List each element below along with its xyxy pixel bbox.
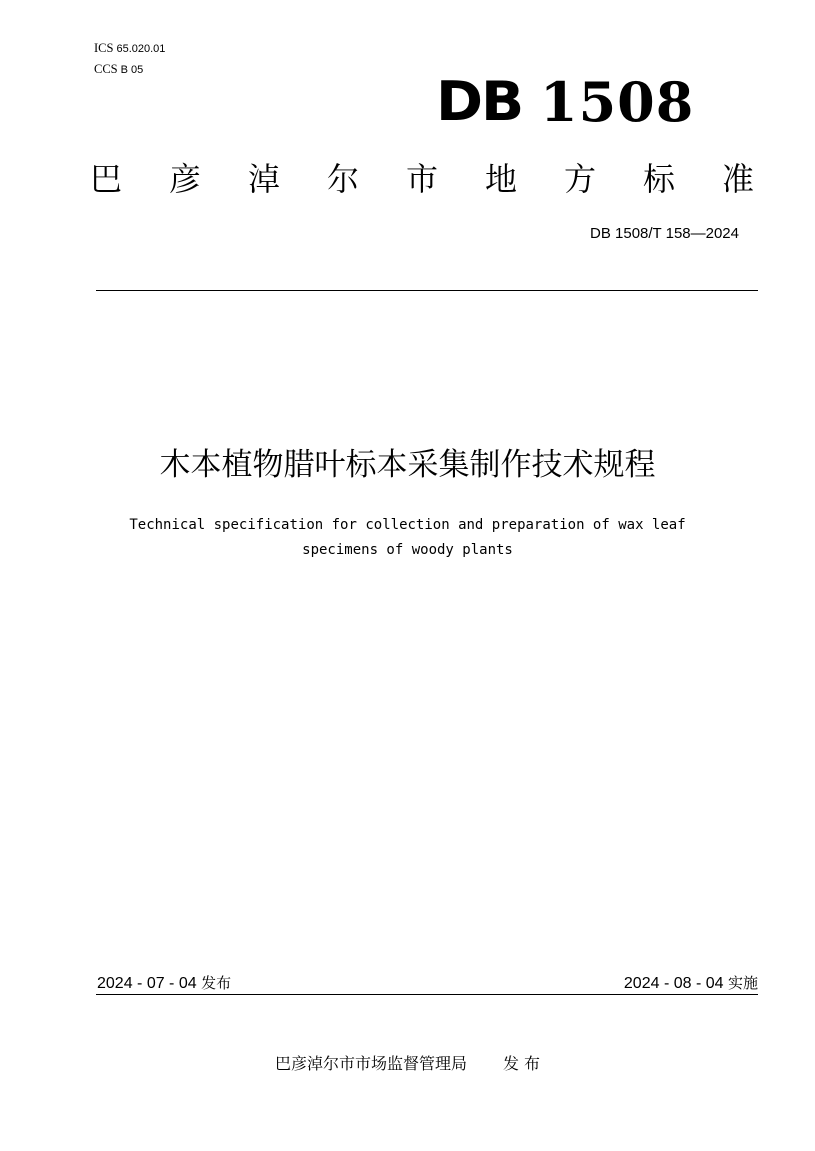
standard-type-char: 方 bbox=[563, 160, 596, 198]
standard-type-char: 彦 bbox=[168, 160, 201, 198]
publisher-action: 发 布 bbox=[502, 1054, 541, 1073]
standard-type-char: 巴 bbox=[89, 160, 122, 198]
db-logo-number: 1508 bbox=[540, 70, 695, 134]
issue-date-suffix: 发布 bbox=[201, 974, 232, 992]
header-divider bbox=[96, 290, 758, 291]
ccs-classification bbox=[94, 62, 143, 77]
publisher-line bbox=[0, 1053, 815, 1075]
issue-date-value: 2024 - 07 - 04 bbox=[97, 975, 197, 992]
ics-classification bbox=[94, 41, 165, 56]
standard-type-char: 地 bbox=[484, 160, 517, 198]
implementation-date-value: 2024 - 08 - 04 bbox=[623, 975, 724, 992]
standard-type-char: 尔 bbox=[326, 160, 359, 198]
issue-date bbox=[97, 972, 231, 995]
footer-divider bbox=[96, 994, 758, 995]
document-title-en-line1: Technical specification for collection and preparation of wax leaf bbox=[129, 517, 686, 533]
implementation-date bbox=[624, 972, 758, 995]
standard-type-char: 准 bbox=[721, 160, 754, 198]
ics-value: 65.020.01 bbox=[116, 43, 166, 55]
publisher-name: 巴彦淖尔市市场监督管理局 bbox=[274, 1054, 467, 1073]
standard-type-char: 市 bbox=[405, 160, 438, 198]
implementation-date-suffix: 实施 bbox=[727, 974, 758, 992]
ics-label: ICS bbox=[94, 41, 114, 55]
db-logo-mark: DB bbox=[436, 70, 523, 133]
standard-type-char: 标 bbox=[642, 160, 675, 198]
ccs-label: CCS bbox=[94, 62, 118, 76]
standard-type-title bbox=[86, 159, 758, 199]
ccs-value: B 05 bbox=[120, 64, 144, 76]
standard-code: DB 1508/T 158—2024 bbox=[590, 225, 739, 242]
document-title-en-line2: specimens of woody plants bbox=[302, 542, 513, 558]
document-title-zh: 木本植物腊叶标本采集制作技术规程 bbox=[159, 447, 656, 483]
standard-type-char: 淖 bbox=[247, 160, 280, 198]
